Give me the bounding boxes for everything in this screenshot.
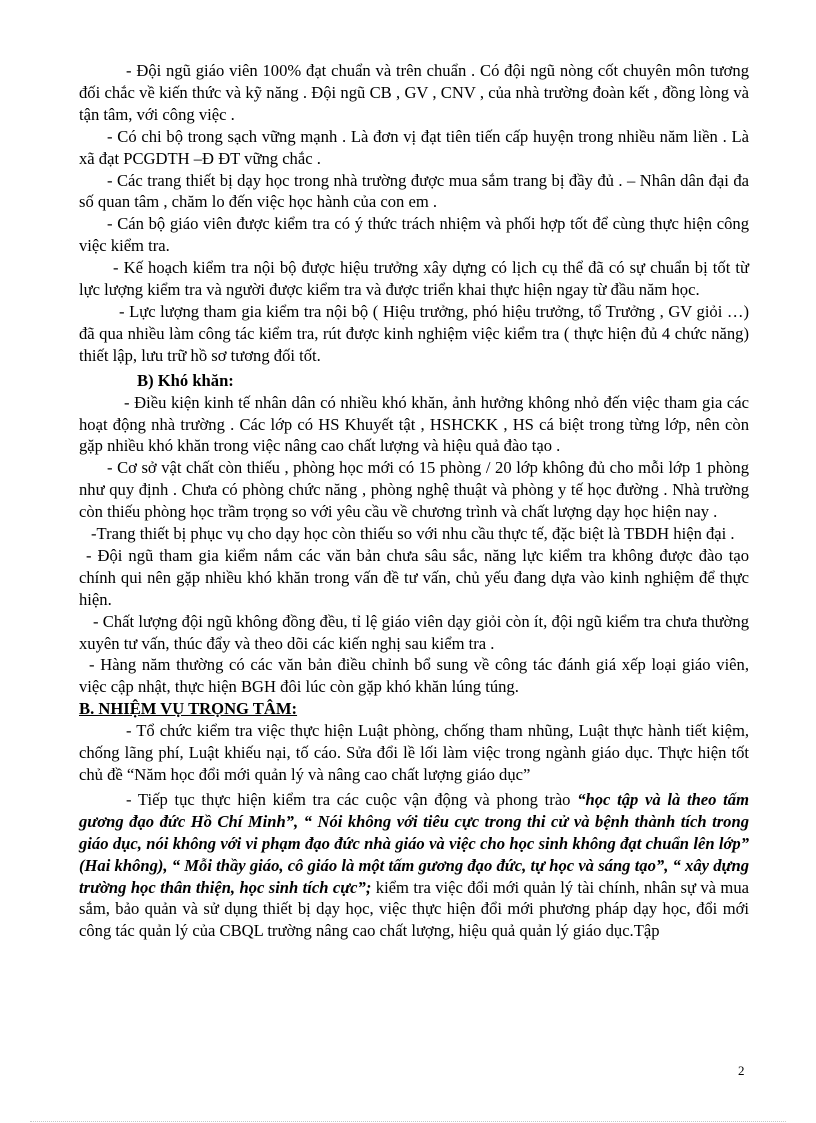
paragraph-inspection-plan: - Kế hoạch kiểm tra nội bộ được hiệu trưởng xây dựng có lịch cụ thể đã có sự chuẩn bị tốt từ lực lượng kiểm tra và người được kiểm tra và được triển khai thực hiện ngay từ đầu năm học. <box>79 258 749 300</box>
difficulties-heading: B) Khó khăn: <box>137 370 234 390</box>
page-bottom-rule <box>30 1121 786 1122</box>
paragraph-party-cell: - Có chi bộ trong sạch vững mạnh . Là đơn vị đạt tiên tiến cấp huyện trong nhiều năm liền . Là xã đạt PCGDTH –Đ ĐT vững chắc . <box>79 126 749 168</box>
campaigns-bold-titles: “học tập và là theo tấm gương đạo đức Hồ Chí Minh”, “ Nói không với tiêu cực trong thi cử và bệnh thành tích trong giáo dục, nói không với vi phạm đạo đức nhà giáo và việc cho học sinh không đạt chuẩn lên lớp” (Hai không), “ Mỗi thầy giáo, cô giáo là một tấm gương đạo đức, tự học và sáng tạo”, “ xây dựng trường học thân thiện, học sinh tích cực”; <box>79 789 749 897</box>
page-number: 2 <box>738 1063 745 1078</box>
key-tasks-heading: B. NHIỆM VỤ TRỌNG TÂM: <box>79 699 298 719</box>
paragraph-equipment: - Các trang thiết bị dạy học trong nhà trường được mua sắm trang bị đầy đủ . – Nhân dân đại đa số quan tâm , chăm lo đến việc học hành của con em . <box>79 170 749 212</box>
paragraph-inspection-team: - Đội ngũ tham gia kiểm nắm các văn bản chưa sâu sắc, năng lực kiểm tra không được đào tạo chính qui nên gặp nhiều khó khăn trong vấn đề tư vấn, chủ yếu đang dựa vào kinh nghiệm để thực hiện. <box>79 545 749 609</box>
paragraph-staff-standard: - Đội ngũ giáo viên 100% đạt chuẩn và trên chuẩn . Có đội ngũ nòng cốt chuyên môn tương đối chắc về kiến thức và kỹ năng . Đội ngũ CB , GV , CNV , của nhà trường đoàn kết , đồng lòng và tận tâm, với công việc . <box>79 61 749 124</box>
paragraph-teacher-responsibility: - Cán bộ giáo viên được kiểm tra có ý thức trách nhiệm và phối hợp tốt để cùng thực hiện công việc kiểm tra. <box>79 214 749 256</box>
paragraph-economic-conditions: - Điều kiện kinh tế nhân dân có nhiều khó khăn, ảnh hưởng không nhỏ đến việc tham gia các hoạt động nhà trường . Các lớp có HS Khuyết tật , HSHCKK , HS cá biệt trong từng lớp, nên còn gặp nhiều khó khăn trong việc nâng cao chất lượng và hiệu quả đào tạo . <box>79 392 749 456</box>
paragraph-regulations: - Hàng năm thường có các văn bản điều chỉnh bổ sung về công tác đánh giá xếp loại giáo viên, việc cập nhật, thực hiện BGH đôi lúc còn gặp khó khăn lúng túng. <box>79 655 749 697</box>
paragraph-facilities: - Cơ sở vật chất còn thiếu , phòng học mới có 15 phòng / 20 lớp không đủ cho mỗi lớp 1 phòng như quy định . Chưa có phòng chức năng , phòng nghệ thuật và phòng y tế học đường . Nhà trường còn thiếu phòng học trầm trọng so với yêu cầu về chương trình và chất lượng dạy học hiện nay . <box>79 458 749 522</box>
paragraph-campaigns <box>79 789 749 942</box>
paragraph-teaching-equipment: -Trang thiết bị phục vụ cho dạy học còn thiếu so với nhu cầu thực tế, đặc biệt là TBDH hiện đại . <box>91 524 735 544</box>
campaigns-rest: kiểm tra việc đổi mới quản lý tài chính, nhân sự và mua sắm, bảo quản và sử dụng thiết bị dạy học, việc thực hiện đổi mới phương pháp dạy học, đổi mới công tác quản lý của CBQL trường nâng cao chất lượng, hiệu quả quản lý giáo dục.Tập <box>79 877 749 941</box>
paragraph-anti-corruption: - Tổ chức kiểm tra việc thực hiện Luật phòng, chống tham nhũng, Luật thực hành tiết kiệm, chống lãng phí, Luật khiếu nại, tố cáo. Sửa đổi lề lối làm việc trong ngành giáo dục. Thực hiện tốt chủ đề “Năm học đổi mới quản lý và nâng cao chất lượng giáo dục” <box>79 721 749 784</box>
campaigns-intro: - Tiếp tục thực hiện kiểm tra các cuộc vận động và phong trào <box>126 789 578 809</box>
document-page <box>79 60 749 942</box>
paragraph-staff-quality: - Chất lượng đội ngũ không đồng đều, tỉ lệ giáo viên dạy giỏi còn ít, đội ngũ kiểm tra chưa thường xuyên tư vấn, thúc đẩy và theo dõi các kiến nghị sau kiểm tra . <box>79 611 749 653</box>
paragraph-inspection-force: - Lực lượng tham gia kiểm tra nội bộ ( Hiệu trưởng, phó hiệu trưởng, tổ Trưởng , GV giỏi …) đã qua nhiều làm công tác kiểm tra, rút được kinh nghiệm việc kiểm tra ( thực hiện đủ 4 chức năng) thiết lập, lưu trữ hồ sơ tương đối tốt. <box>79 301 749 365</box>
